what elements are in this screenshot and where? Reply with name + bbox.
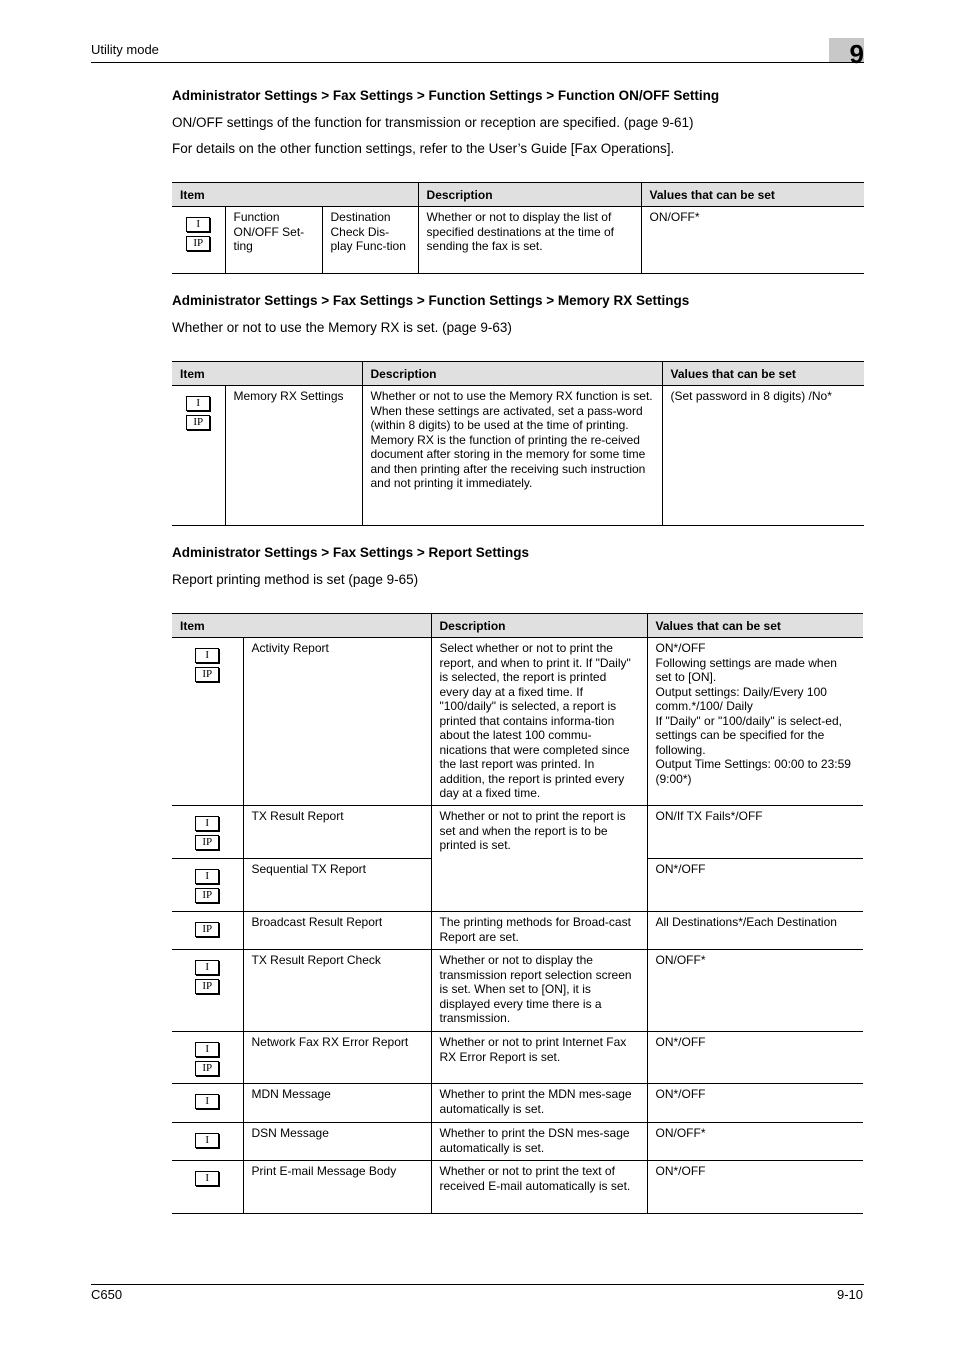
- column-header-item: Item: [172, 183, 418, 207]
- mode-icons-cell: [172, 207, 225, 274]
- i-mode-icon: I: [195, 1094, 219, 1109]
- table-row: [172, 386, 864, 526]
- values-cell: ON*/OFF: [647, 859, 863, 912]
- ip-mode-icon: IP: [186, 415, 210, 430]
- ip-mode-icon: IP: [195, 888, 219, 903]
- mode-icons-cell: [172, 1032, 243, 1084]
- item-cell: Memory RX Settings: [225, 386, 362, 526]
- chapter-number: 9: [849, 39, 864, 69]
- ip-mode-icon: IP: [195, 979, 219, 994]
- mode-icons-cell: [172, 638, 243, 806]
- description-cell: Whether to print the MDN mes-sage automatically is set.: [431, 1084, 647, 1123]
- values-cell: (Set password in 8 digits) /No*: [662, 386, 864, 526]
- ip-mode-icon: IP: [195, 922, 219, 937]
- description-cell: Whether or not to print the text of received E-mail automatically is set.: [431, 1161, 647, 1214]
- values-cell: ON/If TX Fails*/OFF: [647, 806, 863, 859]
- mode-icons-cell: [172, 950, 243, 1032]
- values-cell: All Destinations*/Each Destination: [647, 912, 863, 950]
- section-heading-report-settings: Administrator Settings > Fax Settings > Report Settings: [172, 545, 530, 560]
- item-cell: Sequential TX Report: [243, 859, 431, 912]
- table-row: [172, 1161, 863, 1214]
- table-row: [172, 1084, 863, 1123]
- column-header-values: Values that can be set: [662, 362, 864, 386]
- page-header-title: Utility mode: [91, 42, 159, 57]
- ip-mode-icon: IP: [195, 667, 219, 682]
- mode-icons-cell: [172, 386, 225, 526]
- i-mode-icon: I: [186, 217, 210, 232]
- column-header-item: Item: [172, 614, 431, 638]
- item-cell: DSN Message: [243, 1123, 431, 1161]
- mode-icons-cell: [172, 806, 243, 859]
- item-cell: TX Result Report: [243, 806, 431, 859]
- item-cell: Network Fax RX Error Report: [243, 1032, 431, 1084]
- subitem-cell: Destination Check Dis-play Func-tion: [322, 207, 418, 274]
- values-cell: ON/OFF*: [647, 950, 863, 1032]
- item-cell: MDN Message: [243, 1084, 431, 1123]
- mode-icons-cell: [172, 1161, 243, 1214]
- item-cell: Function ON/OFF Set-ting: [225, 207, 322, 274]
- description-cell: Select whether or not to print the report, and when to print it. If "Daily" is selected, the report is printed every day at a fixed time. If "100/daily" is selected, a report is printed that contains informa-tion about the latest 100 commu-nications that were completed since the last report was printed. In addition, the report is printed every day at a fixed time.: [431, 638, 647, 806]
- i-mode-icon: I: [195, 648, 219, 663]
- mode-icons-cell: [172, 1123, 243, 1161]
- item-cell: TX Result Report Check: [243, 950, 431, 1032]
- table-row: [172, 1123, 863, 1161]
- header-rule: [91, 62, 864, 63]
- footer-page-number: 9-10: [836, 1287, 863, 1302]
- values-cell: ON/OFF*: [641, 207, 864, 274]
- column-header-description: Description: [362, 362, 662, 386]
- i-mode-icon: I: [195, 869, 219, 884]
- values-cell: ON/OFF*: [647, 1123, 863, 1161]
- mode-icons-cell: [172, 1084, 243, 1123]
- item-cell: Activity Report: [243, 638, 431, 806]
- ip-mode-icon: IP: [186, 236, 210, 251]
- memory-rx-table: [172, 361, 864, 526]
- i-mode-icon: I: [195, 960, 219, 975]
- function-onoff-table: [172, 182, 864, 274]
- i-mode-icon: I: [195, 1042, 219, 1057]
- section-heading-memory-rx: Administrator Settings > Fax Settings > Function Settings > Memory RX Settings: [172, 293, 690, 308]
- section-paragraph: Whether or not to use the Memory RX is set. (page 9-63): [172, 320, 512, 335]
- report-settings-table: [172, 613, 863, 1214]
- column-header-description: Description: [418, 183, 641, 207]
- column-header-values: Values that can be set: [647, 614, 863, 638]
- table-row: [172, 207, 864, 274]
- table-row: [172, 638, 863, 806]
- column-header-values: Values that can be set: [641, 183, 864, 207]
- description-cell: The printing methods for Broad-cast Report are set.: [431, 912, 647, 950]
- mode-icons-cell: [172, 859, 243, 912]
- table-row: [172, 1032, 863, 1084]
- ip-mode-icon: IP: [195, 1061, 219, 1076]
- table-row: [172, 806, 863, 859]
- footer-rule: [91, 1284, 864, 1285]
- footer-model: C650: [91, 1287, 123, 1302]
- column-header-description: Description: [431, 614, 647, 638]
- description-cell: Whether or not to print Internet Fax RX Error Report is set.: [431, 1032, 647, 1084]
- description-cell: Whether or not to display the list of specified destinations at the time of sending the fax is set.: [418, 207, 641, 274]
- column-header-item: Item: [172, 362, 362, 386]
- values-cell: ON*/OFF: [647, 1032, 863, 1084]
- values-cell: ON*/OFF: [647, 1161, 863, 1214]
- section-paragraph: Report printing method is set (page 9-65): [172, 572, 419, 587]
- values-cell: ON*/OFF: [647, 1084, 863, 1123]
- values-cell: ON*/OFF Following settings are made when set to [ON]. Output settings: Daily/Every 100 comm.*/100/ Daily If "Daily" or "100/daily" is select-ed, settings can be specified for the following. Output Time Settings: 00:00 to 23:59 (9:00*): [647, 638, 863, 806]
- i-mode-icon: I: [195, 1133, 219, 1148]
- mode-icons-cell: [172, 912, 243, 950]
- section-paragraph: For details on the other function settings, refer to the User’s Guide [Fax Operations].: [172, 141, 675, 156]
- i-mode-icon: I: [195, 816, 219, 831]
- description-cell: Whether to print the DSN mes-sage automatically is set.: [431, 1123, 647, 1161]
- i-mode-icon: I: [195, 1171, 219, 1186]
- item-cell: Broadcast Result Report: [243, 912, 431, 950]
- section-paragraph: ON/OFF settings of the function for transmission or reception are specified. (page 9-61): [172, 115, 694, 130]
- table-row: [172, 950, 863, 1032]
- description-cell: Whether or not to use the Memory RX function is set. When these settings are activated, set a pass-word (within 8 digits) to be used at the time of printing. Memory RX is the function of printing the re-ceived document after storing in the memory for some time and then printing after the receiving such instruction and not printing it immediately.: [362, 386, 662, 526]
- item-cell: Print E-mail Message Body: [243, 1161, 431, 1214]
- description-cell: Whether or not to display the transmission report selection screen is set. When set to [ON], it is displayed every time there is a transmission.: [431, 950, 647, 1032]
- table-row: [172, 912, 863, 950]
- ip-mode-icon: IP: [195, 835, 219, 850]
- description-cell: Whether or not to print the report is set and when the report is to be printed is set.: [431, 806, 647, 912]
- section-heading-function-onoff: Administrator Settings > Fax Settings > Function Settings > Function ON/OFF Setting: [172, 88, 720, 103]
- i-mode-icon: I: [186, 396, 210, 411]
